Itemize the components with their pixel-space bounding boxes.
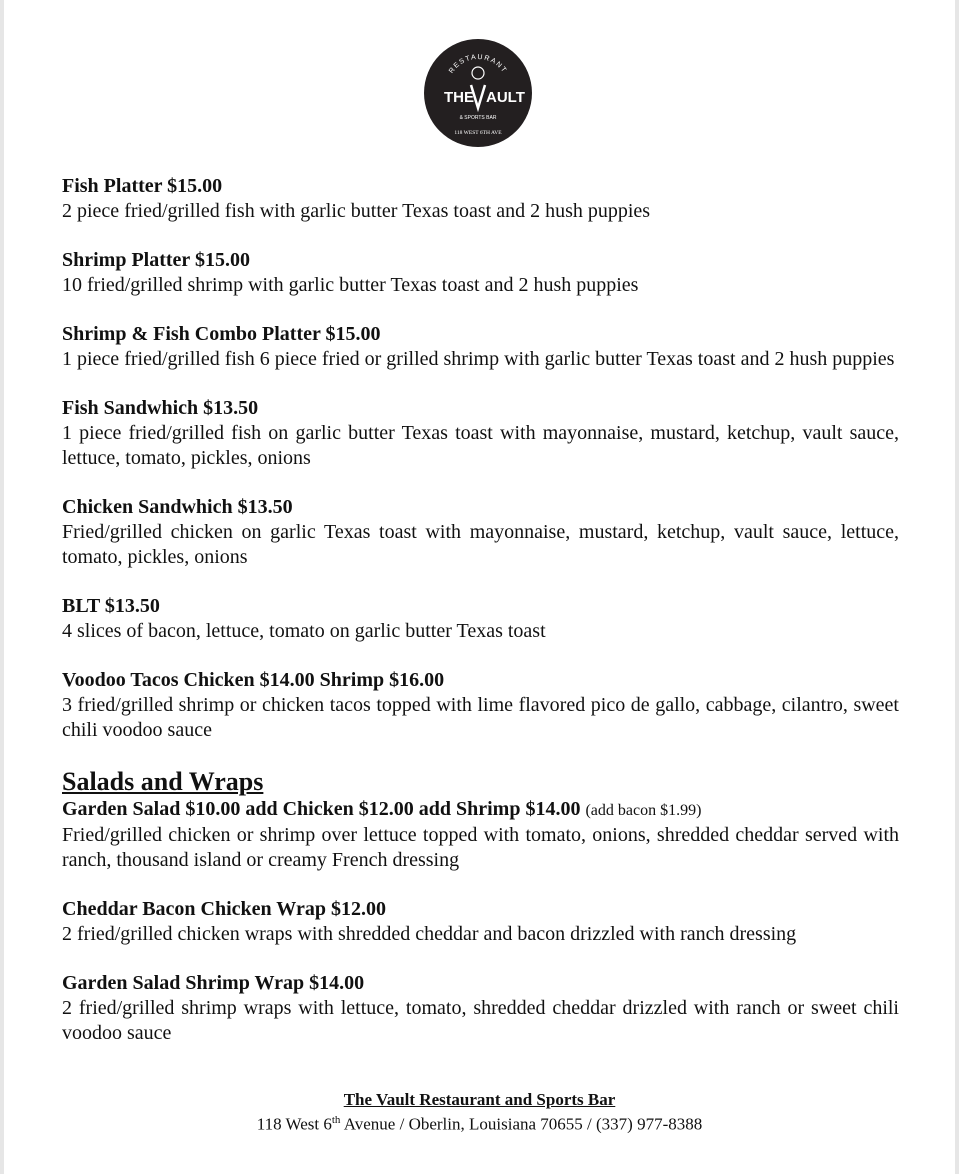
logo-address-text: 118 WEST 6TH AVE: [454, 130, 502, 136]
footer: [0, 1089, 959, 1135]
logo-top-text: RESTAURANT: [448, 53, 508, 75]
item-description: 1 piece fried/grilled fish on garlic butter Texas toast with mayonnaise, mustard, ketchup, vault sauce, lettuce, tomato, pickles, onions: [62, 422, 899, 469]
item-title: Chicken Sandwhich $13.50: [62, 496, 293, 518]
page-edge-right: [955, 0, 959, 1174]
footer-address-post: Avenue / Oberlin, Louisiana 70655 / (337) 977-8388: [340, 1114, 703, 1134]
menu-item: [62, 797, 899, 873]
item-description: Fried/grilled chicken on garlic Texas toast with mayonnaise, mustard, ketchup, vault sauce, lettuce, tomato, pickles, onions: [62, 521, 899, 568]
logo-name-left: THE: [444, 89, 474, 106]
item-description: 4 slices of bacon, lettuce, tomato on garlic butter Texas toast: [62, 620, 546, 642]
menu-item: [62, 971, 899, 1046]
menu-item: [62, 668, 899, 743]
logo-sub-text: & SPORTS BAR: [459, 115, 497, 121]
item-title: Voodoo Tacos Chicken $14.00 Shrimp $16.00: [62, 669, 445, 691]
menu-item: [62, 495, 899, 570]
menu-item: [62, 594, 899, 644]
item-title: Fish Sandwhich $13.50: [62, 397, 259, 419]
footer-restaurant-name: The Vault Restaurant and Sports Bar: [343, 1090, 616, 1109]
menu-item: [62, 897, 899, 947]
item-description: 2 fried/grilled shrimp wraps with lettuce, tomato, shredded cheddar drizzled with ranch or sweet chili voodoo sauce: [62, 997, 899, 1044]
footer-address-pre: 118 West 6: [256, 1114, 332, 1134]
item-description: 2 piece fried/grilled fish with garlic butter Texas toast and 2 hush puppies: [62, 200, 651, 222]
menu-item: [62, 174, 899, 224]
restaurant-logo: [424, 39, 532, 147]
section-heading: Salads and Wraps: [62, 767, 264, 796]
menu-item: [62, 248, 899, 298]
item-description: Fried/grilled chicken or shrimp over lettuce topped with tomato, onions, shredded cheddar served with ranch, thousand island or creamy French dressing: [62, 824, 899, 871]
footer-address: [0, 1110, 959, 1135]
svg-text:RESTAURANT: [448, 54, 508, 75]
page-edge-left: [0, 0, 4, 1174]
item-title: Shrimp & Fish Combo Platter $15.00: [62, 323, 381, 345]
item-title: [62, 797, 899, 823]
logo-name-right: AULT: [486, 89, 525, 106]
item-description: 1 piece fried/grilled fish 6 piece fried or grilled shrimp with garlic butter Texas toast and 2 hush puppies: [62, 348, 895, 370]
menu-item: [62, 396, 899, 471]
menu-item: [62, 322, 899, 372]
footer-address-sup: th: [331, 1114, 341, 1126]
item-description: 2 fried/grilled chicken wraps with shredded cheddar and bacon drizzled with ranch dressing: [62, 923, 797, 945]
item-title: Shrimp Platter $15.00: [62, 249, 250, 271]
item-description: 3 fried/grilled shrimp or chicken tacos topped with lime flavored pico de gallo, cabbage, cilantro, sweet chili voodoo sauce: [62, 694, 899, 741]
item-title: Garden Salad Shrimp Wrap $14.00: [62, 972, 365, 994]
item-title: Fish Platter $15.00: [62, 175, 223, 197]
item-title-text: Garden Salad $10.00 add Chicken $12.00 add Shrimp $14.00: [62, 798, 581, 820]
item-title: Cheddar Bacon Chicken Wrap $12.00: [62, 898, 386, 920]
item-description: 10 fried/grilled shrimp with garlic butter Texas toast and 2 hush puppies: [62, 274, 639, 296]
item-title: BLT $13.50: [62, 595, 160, 617]
menu-list: [62, 174, 899, 1070]
item-note: (add bacon $1.99): [585, 802, 702, 819]
